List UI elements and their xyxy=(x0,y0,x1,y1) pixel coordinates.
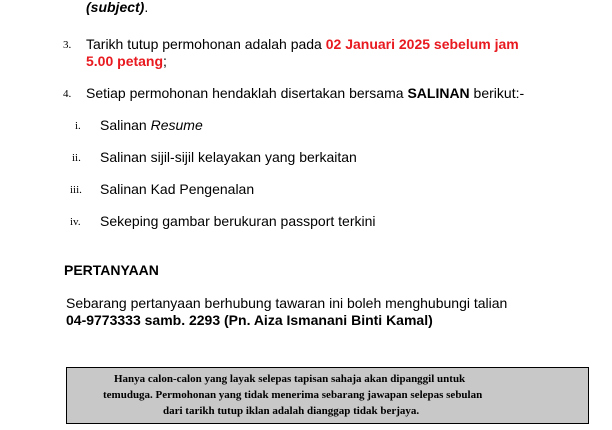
list-item xyxy=(100,213,376,230)
list-item-numeral: iii. xyxy=(70,184,82,196)
list-item-prefix: Salinan Kad Pengenalan xyxy=(100,181,255,197)
item3-text xyxy=(86,36,519,53)
top-cut-line xyxy=(86,0,586,1)
list-item xyxy=(100,149,357,166)
notice-line1: Hanya calon-calon yang layak selepas tapisan sahaja akan dipanggil untuk xyxy=(114,373,466,385)
item3-highlight-line2: 5.00 petang xyxy=(86,53,164,69)
list-item-numeral: ii. xyxy=(72,152,81,164)
list-item-prefix: Salinan sijil-sijil kelayakan yang berkaitan xyxy=(100,149,357,165)
list-item-numeral: iv. xyxy=(70,216,81,228)
item2-subject xyxy=(86,0,148,16)
list-item xyxy=(100,117,203,134)
item4-emphasis: SALINAN xyxy=(407,85,470,101)
item3-highlight-line1: 02 Januari 2025 sebelum jam xyxy=(325,36,519,52)
item4-tail: berikut:- xyxy=(469,85,525,101)
item3-lead: Tarikh tutup permohonan adalah pada xyxy=(86,36,326,52)
item4-lead: Setiap permohonan hendaklah disertakan bersama xyxy=(86,85,408,101)
item4-number: 4. xyxy=(63,88,72,100)
questions-contact: 04-9773333 samb. 2293 (Pn. Aiza Ismanani Binti Kamal) xyxy=(66,312,433,328)
item3-number: 3. xyxy=(63,39,72,51)
questions-heading: PERTANYAAN xyxy=(64,262,159,278)
item3-text-line2 xyxy=(86,53,167,70)
list-item-prefix: Sekeping gambar berukuran passport terkini xyxy=(100,213,376,229)
list-item-numeral: i. xyxy=(75,120,81,132)
questions-line1: Sebarang pertanyaan berhubung tawaran ini boleh menghubungi talian xyxy=(66,295,508,311)
item4-text xyxy=(86,85,524,102)
list-item-italic: Resume xyxy=(150,117,203,133)
item3-tail: ; xyxy=(163,53,167,69)
list-item xyxy=(100,181,254,198)
subject-text: (subject) xyxy=(86,0,145,15)
subject-suffix: . xyxy=(144,0,149,15)
list-item-prefix: Salinan xyxy=(100,117,151,133)
notice-line3: dari tarikh tutup iklan adalah dianggap tidak berjaya. xyxy=(163,405,420,417)
notice-line2: temuduga. Permohonan yang tidak menerima sebarang jawapan selepas sebulan xyxy=(103,389,483,401)
